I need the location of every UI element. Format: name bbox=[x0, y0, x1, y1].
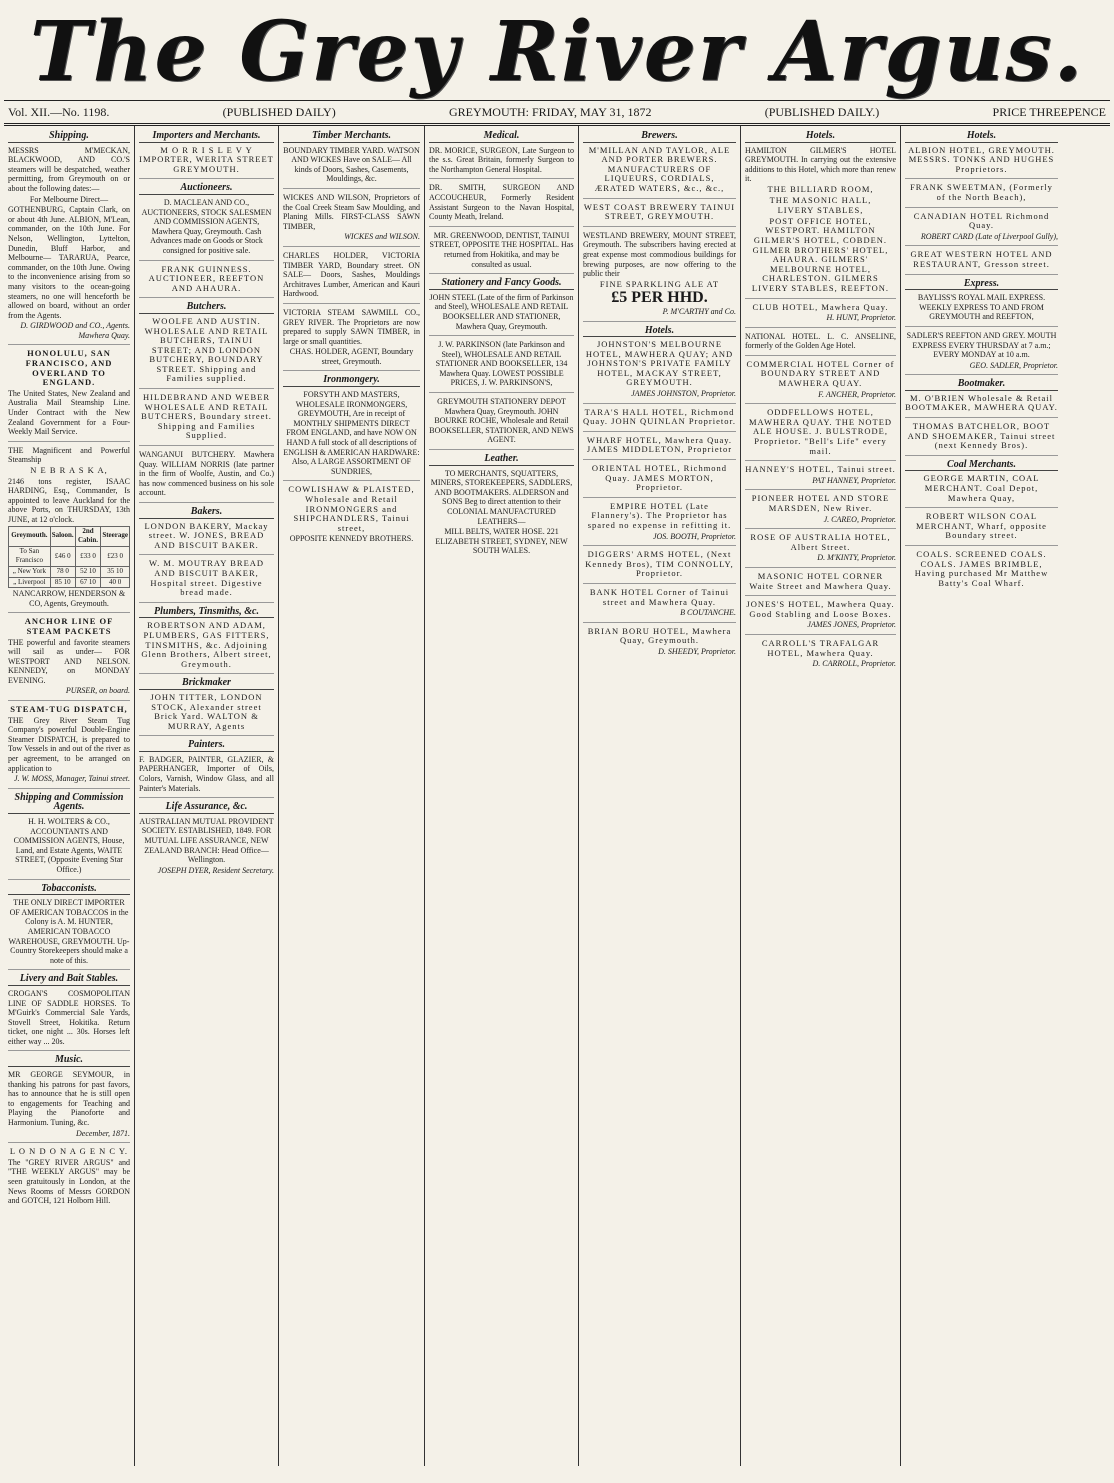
ad-text: CLUB HOTEL, Mawhera Quay. bbox=[752, 301, 889, 312]
ale-price: £5 PER HHD. bbox=[611, 289, 708, 307]
advertisement bbox=[429, 340, 574, 393]
advertisement bbox=[905, 512, 1058, 546]
ad-signature: JOSEPH DYER, Resident Secretary. bbox=[157, 865, 274, 875]
ad-text: GEORGE MARTIN, COAL MERCHANT. Coal Depot, Mawhera Quay, bbox=[923, 473, 1040, 503]
table-cell: „ Liverpool bbox=[9, 577, 51, 588]
advertisement bbox=[8, 1070, 130, 1143]
advertisement bbox=[583, 408, 736, 432]
advertisement bbox=[905, 394, 1058, 418]
table-header: Greymouth. bbox=[9, 526, 51, 546]
table-row bbox=[9, 577, 130, 588]
advertisement bbox=[429, 469, 574, 560]
column-2 bbox=[135, 126, 279, 1466]
ad-text: JONES'S HOTEL, Mawhera Quay. Good Stabling and Loose Boxes. bbox=[746, 599, 895, 619]
advertisement bbox=[745, 494, 896, 529]
advertisement bbox=[905, 331, 1058, 375]
section-heading: Auctioneers. bbox=[139, 183, 274, 195]
section-heading: Bakers. bbox=[139, 507, 274, 519]
advertisement bbox=[583, 588, 736, 623]
ad-signature: P. M'CARTHY and Co. bbox=[662, 306, 736, 316]
ad-text: THOMAS BATCHELOR, BOOT AND SHOEMAKER, Tainui street (next Kennedy Bros). bbox=[907, 421, 1056, 451]
advertisement bbox=[905, 250, 1058, 274]
advertisement bbox=[745, 465, 896, 490]
ad-text: WOOLFE AND AUSTIN. WHOLESALE AND RETAIL BUTCHERS, TAINUI STREET; AND LONDON BUTCHERY, BOUNDARY STREET. Shipping and Families supplied. bbox=[144, 315, 269, 384]
ad-text: MASONIC HOTEL CORNER Waite Street and Mawhera Quay. bbox=[749, 570, 892, 591]
ad-signature: MILL BELTS, WATER HOSE. 221 ELIZABETH STREET, SYDNEY, NEW SOUTH WALES. bbox=[435, 527, 568, 556]
ad-text: WHARF HOTEL, Mawhera Quay. JAMES MIDDLETON, Proprietor bbox=[586, 434, 733, 455]
section-heading: Life Assurance, &c. bbox=[139, 802, 274, 814]
ad-signature: OPPOSITE KENNEDY BROTHERS. bbox=[289, 534, 414, 544]
column-1 bbox=[4, 126, 135, 1466]
table-cell: „ New York bbox=[9, 566, 51, 577]
advertisement bbox=[583, 502, 736, 546]
ad-text: THE Grey River Steam Tug Company's powerful Double-Engine Steamer DISPATCH, is prepared to Tow Vessels in and out of the river as per agreement, to be arranged on application to bbox=[8, 715, 130, 773]
advertisement bbox=[8, 1147, 130, 1210]
advertisement bbox=[745, 303, 896, 328]
ad-text: NATIONAL HOTEL. L. C. ANSELINE, formerly of the Golden Age Hotel. bbox=[745, 331, 896, 351]
price: PRICE THREEPENCE bbox=[992, 104, 1106, 119]
advertisement bbox=[429, 146, 574, 180]
ad-text: THE MASONIC HALL, bbox=[769, 194, 872, 205]
advertisement bbox=[745, 639, 896, 673]
ad-text: The "GREY RIVER ARGUS" and "THE WEEKLY ARGUS" may be seen gratuitously in London, at the News Rooms of Messrs GORDON and GOTCH, 121 Holborn Hill. bbox=[8, 1157, 130, 1206]
ad-heading: HONOLULU, SAN FRANCISCO, AND OVERLAND TO ENGLAND. bbox=[25, 348, 113, 388]
ad-signature: ROBERT CARD (Late of Liverpool Gully), bbox=[920, 231, 1058, 241]
ad-text: W. M. MOUTRAY BREAD AND BISCUIT BAKER, Hospital street. Digestive bread made. bbox=[148, 558, 265, 598]
advertisement bbox=[8, 617, 130, 701]
ad-text: PIONEER HOTEL AND STORE MARSDEN, New River. bbox=[751, 493, 890, 513]
ad-text: DR. MORICE, SURGEON, Late Surgeon to the s.s. Great Britain, formerly Surgeon to the Northampton General Hospital. bbox=[429, 145, 574, 174]
ad-text: EMPIRE HOTEL (Late Flannery's). The Proprietor has spared no expense in refitting it. bbox=[587, 500, 732, 530]
section-heading: Plumbers, Tinsmiths, &c. bbox=[139, 607, 274, 619]
advertisement bbox=[139, 265, 274, 299]
column-4 bbox=[425, 126, 579, 1466]
section-heading: Leather. bbox=[429, 454, 574, 466]
advertisement bbox=[139, 817, 274, 880]
advertisement bbox=[139, 522, 274, 556]
ad-text: FINE SPARKLING ALE AT bbox=[599, 278, 720, 289]
ad-text: ORIENTAL HOTEL, Richmond Quay. JAMES MORTON, Proprietor. bbox=[591, 463, 728, 493]
ad-text: HILDEBRAND AND WEBER WHOLESALE AND RETAIL BUTCHERS, Boundary street. Shipping and Families Supplied. bbox=[141, 392, 272, 441]
ad-text: COALS. SCREENED COALS. COALS. JAMES BRIMBLE, Having purchased Mr Matthew Batty's Coal Wharf. bbox=[914, 549, 1049, 588]
section-heading: Livery and Bait Stables. bbox=[8, 974, 130, 986]
ad-text: TO MERCHANTS, SQUATTERS, MINERS, STOREKEEPERS, SADDLERS, AND BOOTMAKERS. ALDERSON and SONS Beg to direct attention to their COLONIAL MANUFACTURED LEATHERS— bbox=[430, 468, 573, 526]
advertisement bbox=[745, 146, 896, 299]
advertisement bbox=[745, 572, 896, 596]
table-row bbox=[9, 546, 130, 566]
section-heading: Painters. bbox=[139, 740, 274, 752]
ad-text: JOHN TITTER, LONDON STOCK, Alexander street Brick Yard. WALTON & MURRAY, Agents bbox=[150, 691, 263, 731]
advertisement bbox=[8, 446, 130, 614]
section-heading: Hotels. bbox=[745, 131, 896, 143]
table-cell: £33 0 bbox=[75, 546, 101, 566]
advertisement bbox=[8, 898, 130, 970]
section-heading: Stationery and Fancy Goods. bbox=[429, 278, 574, 290]
advertisement bbox=[745, 533, 896, 568]
advertisement bbox=[429, 293, 574, 336]
ad-signature: D. M'KINTY, Proprietor. bbox=[817, 553, 896, 563]
advertisement bbox=[139, 755, 274, 798]
ad-text: MR. GREENWOOD, DENTIST, TAINUI STREET, OPPOSITE THE HOSPITAL. Has returned from Hokitika, and may be consulted as usual. bbox=[429, 230, 574, 269]
section-heading: Butchers. bbox=[139, 302, 274, 314]
volume-number: Vol. XII.—No. 1198. bbox=[8, 104, 110, 119]
ad-text: CANADIAN HOTEL Richmond Quay. bbox=[913, 210, 1050, 231]
advertisement bbox=[583, 436, 736, 460]
ad-text: ROSE OF AUSTRALIA HOTEL, Albert Street. bbox=[750, 532, 891, 552]
ad-text: THE powerful and favorite steamers will sail as under— FOR WESTPORT AND NELSON. KENNEDY, on MONDAY EVENING. bbox=[8, 637, 130, 685]
advertisement bbox=[283, 390, 420, 481]
ad-signature: JOS. BOOTH, Proprietor. bbox=[652, 531, 736, 541]
section-heading: Coal Merchants. bbox=[905, 460, 1058, 472]
advertisement bbox=[583, 627, 736, 661]
ad-signature: J. CAREO, Proprietor. bbox=[823, 514, 896, 524]
section-heading: Timber Merchants. bbox=[283, 131, 420, 143]
ad-text: GREAT WESTERN HOTEL AND RESTAURANT, Gresson street. bbox=[910, 249, 1053, 269]
advertisement bbox=[745, 332, 896, 356]
table-cell: 40 0 bbox=[101, 577, 130, 588]
table-cell: £46 0 bbox=[50, 546, 75, 566]
ad-text: The United States, New Zealand and Australia Mail Steamship Line. Under Contract with the New Zealand Government for a Four-Weekly Mail Service. bbox=[8, 388, 130, 437]
ad-signature: CHAS. HOLDER, AGENT, Boundary street, Greymouth. bbox=[289, 347, 414, 366]
table-row bbox=[9, 566, 130, 577]
table-cell: £23 0 bbox=[101, 546, 130, 566]
table-cell: 52 10 bbox=[75, 566, 101, 577]
section-heading: Shipping. bbox=[8, 131, 130, 143]
ad-text: GREYMOUTH STATIONERY DEPOT Mawhera Quay, Greymouth. JOHN BOURKE ROCHE, Wholesale and Retail BOOKSELLER, STATIONER, AND NEWS AGENT. bbox=[429, 397, 574, 445]
dateline bbox=[4, 101, 1110, 126]
ad-text: SADLER'S REEFTON AND GREY. MOUTH EXPRESS EVERY THURSDAY at 7 a.m.; EVERY MONDAY at 10 a.m. bbox=[906, 330, 1057, 360]
ad-text: FRANK GUINNESS. AUCTIONEER, REEFTON AND AHAURA. bbox=[148, 263, 265, 293]
ad-text: M'MILLAN AND TAYLOR, ALE AND PORTER BREWERS. MANUFACTURERS OF LIQUEURS, CORDIALS, ÆRATED WATERS, &c., &c., bbox=[588, 144, 731, 193]
advertisement bbox=[139, 450, 274, 503]
advertisement bbox=[583, 231, 736, 322]
section-heading: Shipping and Commission Agents. bbox=[8, 793, 130, 814]
ad-signature: H. HUNT, Proprietor. bbox=[826, 313, 896, 323]
ad-text: JOHNSTON'S MELBOURNE HOTEL, MAWHERA QUAY; AND JOHNSTON'S PRIVATE FAMILY HOTEL, MACKAY STREET, GREYMOUTH. bbox=[585, 339, 734, 388]
masthead bbox=[4, 4, 1110, 101]
advertisement bbox=[745, 360, 896, 404]
advertisement bbox=[283, 485, 420, 548]
ad-signature: WICKES and WILSON. bbox=[344, 232, 420, 242]
ad-text: LIVERY STABLES, bbox=[777, 205, 864, 216]
ad-text: 2146 tons register, ISAAC HARDING, Esq., Commander, Is appointed to leave Auckland for the above Ports, on THURSDAY, 13th JUNE, at 12 o'clock. bbox=[8, 476, 130, 524]
column-6 bbox=[741, 126, 901, 1466]
ad-signature: B COUTANCHE. bbox=[680, 608, 736, 618]
table-header: Steerage bbox=[101, 526, 130, 546]
section-heading: Tobacconists. bbox=[8, 884, 130, 896]
section-heading: Importers and Merchants. bbox=[139, 131, 274, 143]
section-heading: Music. bbox=[8, 1055, 130, 1067]
advertisement bbox=[429, 231, 574, 274]
ad-signature: PAT HANNEY, Proprietor. bbox=[812, 475, 896, 485]
ad-text: F. BADGER, PAINTER, GLAZIER, & PAPERHANGER, Importer of Oils, Colors, Varnish, Window Glass, and all Painter's Materials. bbox=[139, 754, 274, 793]
ad-text: M O R R I S L E V Y IMPORTER, WERITA STREET GREYMOUTH. bbox=[139, 144, 274, 174]
place-date: GREYMOUTH: FRIDAY, MAY 31, 1872 bbox=[448, 104, 652, 119]
ad-text: CHARLES HOLDER, VICTORIA TIMBER YARD, Boundary street. ON SALE— Doors, Sashes, Mouldings Architraves Lumber, American and Kauri Hardwood. bbox=[283, 250, 420, 299]
advertisement bbox=[8, 705, 130, 789]
ad-text: WESTLAND BREWERY, MOUNT STREET, Greymouth. The subscribers having erected at great expense most commodious buildings for brewing purposes, are now offering to the public their bbox=[583, 230, 736, 279]
section-heading: Hotels. bbox=[905, 131, 1058, 143]
ad-text: TARA'S HALL HOTEL, Richmond Quay. JOHN QUINLAN Proprietor. bbox=[583, 406, 736, 427]
advertisement bbox=[283, 146, 420, 189]
newspaper-page bbox=[4, 4, 1110, 1475]
advertisement bbox=[583, 203, 736, 227]
table-cell: 35 10 bbox=[101, 566, 130, 577]
advertisement bbox=[139, 693, 274, 736]
advertisement bbox=[139, 621, 274, 674]
advertisement bbox=[905, 550, 1058, 592]
ad-signature: D. SHEEDY, Proprietor. bbox=[658, 646, 736, 656]
ad-text: ODDFELLOWS HOTEL, MAWHERA QUAY. THE NOTED ALE HOUSE. J. BULSTRODE, Proprietor. "Bell's Life" every mail. bbox=[748, 407, 893, 456]
ad-text: THE BILLIARD ROOM, bbox=[767, 183, 874, 194]
column-5 bbox=[579, 126, 741, 1466]
advertisement bbox=[139, 393, 274, 446]
section-heading: Brickmaker bbox=[139, 678, 274, 690]
advertisement bbox=[905, 474, 1058, 508]
advertisement bbox=[583, 464, 736, 498]
advertisement bbox=[283, 193, 420, 247]
table-header: 2nd Cabin. bbox=[75, 526, 101, 546]
ad-text: CROGAN'S COSMOPOLITAN LINE OF SADDLE HORSES. To M'Guirk's Commercial Sale Yards, Stovell Street, Hokitika. Return ticket, one night ... 30s. Horses left either way ... 20s. bbox=[8, 988, 130, 1046]
published-tag-left: (PUBLISHED DAILY) bbox=[222, 104, 336, 119]
ad-heading: N E B R A S K A, bbox=[30, 465, 108, 475]
ad-text: HANNEY'S HOTEL, Tainui street. bbox=[745, 464, 896, 475]
ad-signature: D. GIRDWOOD and CO., Agents. Mawhera Quay. bbox=[20, 321, 130, 340]
ad-text: MESSRS M'MECKAN, BLACKWOOD, AND CO.'S steamers will be despatched, weather permitting, from Greymouth on or about the following dates:— bbox=[8, 145, 130, 193]
ad-text: BOUNDARY TIMBER YARD. WATSON AND WICKES Have on SALE— All kinds of Doors, Sashes, Casements, Mouldings, &c. bbox=[283, 145, 420, 184]
ad-text: ROBERTSON AND ADAM, PLUMBERS, GAS FITTERS, TINSMITHS, &c. Adjoining Glenn Brothers, Albert street, Greymouth. bbox=[141, 620, 272, 669]
advertisement bbox=[905, 183, 1058, 207]
section-heading: Ironmongery. bbox=[283, 375, 420, 387]
section-heading: Medical. bbox=[429, 131, 574, 143]
advertisement bbox=[139, 146, 274, 180]
advertisement bbox=[905, 422, 1058, 456]
ad-text: CARROLL'S TRAFALGAR HOTEL, Mawhera Quay. bbox=[761, 637, 880, 658]
ad-text: THE Magnificent and Powerful Steamship bbox=[8, 445, 130, 465]
ad-text: BAYLISS'S ROYAL MAIL EXPRESS. WEEKLY EXPRESS TO AND FROM GREYMOUTH and REEFTON, bbox=[917, 293, 1046, 322]
ad-text: LONDON BAKERY, Mackay street. W. JONES, BREAD AND BISCUIT BAKER. bbox=[144, 520, 269, 550]
ad-text: ALBION HOTEL, GREYMOUTH. MESSRS. TONKS AND HUGHES Proprietors. bbox=[908, 144, 1055, 174]
ad-text: ROBERT WILSON COAL MERCHANT, Wharf, opposite Boundary street. bbox=[916, 511, 1047, 541]
ad-signature: NANCARROW, HENDERSON & CO, Agents, Greymouth. bbox=[12, 589, 126, 608]
advertisement bbox=[283, 251, 420, 304]
section-heading: Brewers. bbox=[583, 131, 736, 143]
table-header-row bbox=[9, 526, 130, 546]
newspaper-title: The Grey River Argus. bbox=[29, 4, 1085, 100]
ad-text: POST OFFICE HOTEL, WESTPORT. HAMILTON GILMER'S HOTEL, COBDEN. GILMER BROTHERS' HOTEL, AHAURA. GILMERS' MELBOURNE HOTEL, CHARLESTON. GILMERS LIVERY STABLES, REEFTON. bbox=[751, 215, 890, 293]
ad-text: WANGANUI BUTCHERY. Mawhera Quay. WILLIAM NORRIS (late partner in the firm of Woolfe, Austin, and Co.) has now commenced business on his sole account. bbox=[139, 450, 274, 498]
ad-text: HAMILTON GILMER'S HOTEL GREYMOUTH. In carrying out the extensive additions to this Hotel, which more than renew it. bbox=[745, 145, 896, 184]
ad-signature: December, 1871. bbox=[76, 1128, 130, 1138]
ad-text: M. O'BRIEN Wholesale & Retail BOOTMAKER, MAWHERA QUAY. bbox=[905, 392, 1058, 413]
table-cell: To San Francisco bbox=[9, 546, 51, 566]
ad-signature: F. ANCHER, Proprietor. bbox=[818, 389, 896, 399]
ad-text: For Melbourne Direct— bbox=[29, 194, 109, 204]
advertisement bbox=[429, 183, 574, 226]
ad-text: VICTORIA STEAM SAWMILL CO., GREY RIVER. The Proprietors are now prepared to supply SAWN TIMBER, in large or small quantities. bbox=[283, 307, 420, 346]
advertisement bbox=[745, 600, 896, 635]
ad-text: MR GEORGE SEYMOUR, in thanking his patrons for past favors, has to announce that he is still open to engagements for Teaching and Playing the Pianoforte and Harmonium. Tuning, &c. bbox=[8, 1070, 130, 1128]
section-heading: Hotels. bbox=[583, 326, 736, 338]
ad-text: COMMERCIAL HOTEL Corner of BOUNDARY STREET AND MAWHERA QUAY. bbox=[746, 358, 895, 389]
ad-text: FRANK SWEETMAN, (Formerly of the North Beach), bbox=[910, 182, 1053, 202]
section-heading: Express. bbox=[905, 279, 1058, 291]
advertisement bbox=[745, 408, 896, 461]
fare-table bbox=[8, 526, 130, 589]
ad-text: BRIAN BORU HOTEL, Mawhera Quay, Greymouth. bbox=[587, 625, 732, 646]
ad-text: THE ONLY DIRECT IMPORTER OF AMERICAN TOBACCOS in the Colony is A. M. HUNTER, AMERICAN TOBACCO WAREHOUSE, GREYMOUTH. Up-Country Storekeepers should make a note of this. bbox=[8, 898, 130, 965]
advertisement bbox=[429, 397, 574, 450]
ad-signature: JAMES JONES, Proprietor. bbox=[807, 620, 896, 630]
ad-signature: PURSER, on board. bbox=[65, 686, 130, 696]
published-tag-right: (PUBLISHED DAILY.) bbox=[764, 104, 880, 119]
ad-heading: STEAM-TUG DISPATCH, bbox=[10, 704, 128, 715]
advertisement bbox=[905, 212, 1058, 247]
advertisement bbox=[583, 550, 736, 584]
advertisement bbox=[8, 817, 130, 880]
advertisement bbox=[905, 146, 1058, 180]
advertisement bbox=[139, 198, 274, 261]
ad-text: DIGGERS' ARMS HOTEL, (Next Kennedy Bros), TIM CONNOLLY, Proprietor. bbox=[585, 549, 734, 579]
columns bbox=[4, 126, 1110, 1466]
column-7 bbox=[901, 126, 1062, 1466]
advertisement bbox=[583, 340, 736, 404]
ad-text: BANK HOTEL Corner of Tainui street and Mawhera Quay. bbox=[589, 586, 730, 607]
ad-heading: ANCHOR LINE OF STEAM PACKETS bbox=[24, 616, 114, 636]
ad-text: WICKES AND WILSON, Proprietors of the Coal Creek Steam Saw Moulding, and Planing Mills. FIRST-CLASS SAWN TIMBER, bbox=[283, 192, 420, 231]
ad-signature: JAMES JOHNSTON, Proprietor. bbox=[631, 389, 736, 399]
ad-text: JOHN STEEL (Late of the firm of Parkinson and Steel), WHOLESALE AND RETAIL BOOKSELLER AND STATIONER, Mawhera Quay, Greymouth. bbox=[429, 292, 574, 331]
advertisement bbox=[139, 317, 274, 389]
ad-text: FORSYTH AND MASTERS, WHOLESALE IRONMONGERS, GREYMOUTH, Are in receipt of MONTHLY SHIPMENTS DIRECT FROM ENGLAND, and have NOW ON HAND A full stock of all descriptions of ENGLISH & AMERICAN HARDWARE: Also, A LARGE ASSORTMENT OF SUNDRIES, bbox=[283, 390, 420, 476]
advertisement bbox=[283, 308, 420, 372]
ad-text: DR. SMITH, SURGEON AND ACCOUCHEUR, Formerly Resident Assistant Surgeon to the Navan Hospital, County Meath, Ireland. bbox=[429, 183, 574, 222]
advertisement bbox=[139, 559, 274, 602]
table-cell: 67 10 bbox=[75, 577, 101, 588]
section-heading: Bootmaker. bbox=[905, 379, 1058, 391]
ad-text: WEST COAST BREWERY TAINUI STREET, GREYMOUTH. bbox=[583, 201, 736, 222]
ad-text: COWLISHAW & PLAISTED, Wholesale and Retail IRONMONGERS and SHIPCHANDLERS, Tainui street, bbox=[288, 484, 415, 533]
ad-text: D. MACLEAN AND CO., AUCTIONEERS, STOCK SALESMEN AND COMMISSION AGENTS, Mawhera Quay, Greymouth. Cash Advances made on Goods or Stock consigned for positive sale. bbox=[141, 197, 272, 255]
ad-heading: L O N D O N A G E N C Y. bbox=[9, 1146, 129, 1157]
ad-text: GOTHENBURG, Captain Clark, on or about 4th June. ALBION, M'Lean, commander, on the 10th June. For Nelson, Wellington, Lyttelton, Dunedin, Bluff Harbor, and Melbourne— TARARUA, Pearce, commander, on the 10th June. Owing to the inconvenience arising from so many visitors to the ocean-going steamers, no one will henceforth be allowed on board, without an order from the Agents. bbox=[8, 205, 130, 320]
advertisement bbox=[583, 146, 736, 199]
advertisement bbox=[8, 989, 130, 1052]
ad-signature: J. W. MOSS, Manager, Tainui street. bbox=[14, 774, 130, 784]
advertisement bbox=[8, 146, 130, 346]
ad-text: AUSTRALIAN MUTUAL PROVIDENT SOCIETY. ESTABLISHED, 1849. FOR MUTUAL LIFE ASSURANCE, NEW ZEALAND BRANCH: Head Office—Wellington. bbox=[139, 816, 274, 865]
column-3 bbox=[279, 126, 425, 1466]
table-cell: 85 10 bbox=[50, 577, 75, 588]
ad-text: H. H. WOLTERS & CO., ACCOUNTANTS AND COMMISSION AGENTS, House, Land, and Estate Agents, WAITE STREET, (Opposite Evening Star Office.) bbox=[13, 817, 125, 874]
advertisement bbox=[8, 349, 130, 441]
ad-text: J. W. PARKINSON (late Parkinson and Steel), WHOLESALE AND RETAIL STATIONER AND BOOKSELLER, 134 Mawhera Quay. LOWEST POSSIBLE PRICES, J. W. PARKINSON'S, bbox=[435, 340, 568, 388]
ad-signature: GEO. SADLER, Proprietor. bbox=[969, 360, 1058, 370]
table-header: Saloon. bbox=[50, 526, 75, 546]
advertisement bbox=[905, 293, 1058, 327]
ad-signature: D. CARROLL, Proprietor. bbox=[812, 659, 896, 669]
table-cell: 78 0 bbox=[50, 566, 75, 577]
